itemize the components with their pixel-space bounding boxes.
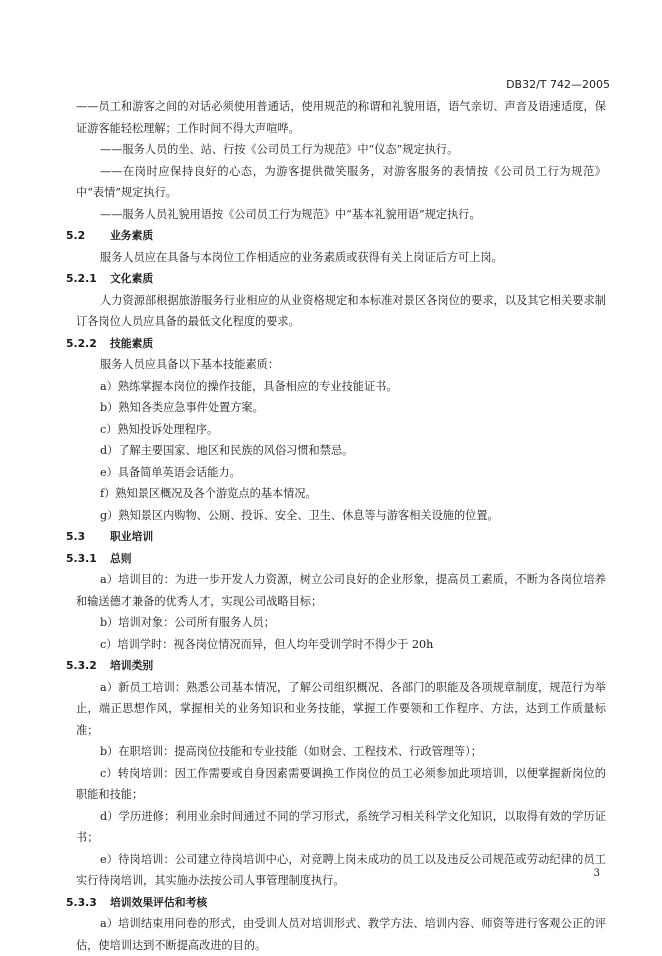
section-heading [66,892,606,914]
list-item: f）熟知景区概况及各个游览点的基本情况。 [100,487,317,500]
section-heading [66,655,606,677]
section-number: 5.3.1 [66,551,97,565]
paragraph: 服务人员应具备以下基本技能素质： [100,358,280,371]
section-title: 职业培训 [110,530,154,543]
section-title: 总则 [110,551,132,565]
section-heading [66,333,606,355]
section-number: 5.2 [66,229,86,242]
paragraph: ——在岗时应保持良好的心态，为游客提供微笑服务，对游客服务的表情按《公司员工行为规范》中“表情”规定执行。 [76,164,606,199]
section-title: 文化素质 [110,272,154,285]
list-item: d）学历进修：利用业余时间通过不同的学习形式，系统学习相关科学文化知识，以取得有效的学历证书； [76,809,606,844]
paragraph: ——服务人员礼貌用语按《公司员工行为规范》中“基本礼貌用语”规定执行。 [100,207,481,221]
section-title: 业务素质 [110,229,154,242]
section-title: 培训类别 [110,659,154,672]
standard-code: DB32/T 742—2005 [506,78,610,91]
section-heading [66,548,606,570]
list-item: a）培训目的：为进一步开发人力资源，树立公司良好的企业形象，提高员工素质，不断为各岗位培养和输送德才兼备的优秀人才，实现公司战略目标； [76,573,606,608]
list-item: a）新员工培训：熟悉公司基本情况，了解公司组织概况、各部门的职能及各项规章制度，规范行为举止，端正思想作风，掌握相关的业务知识和业务技能，掌握工作要领和工作程序、方法，达到工作质量标准； [76,680,606,737]
list-item: g）熟知景区内购物、公厕、投诉、安全、卫生、休息等与游客相关设施的位置。 [100,508,499,522]
list-item: c）转岗培训：因工作需要或自身因素需要调换工作岗位的员工必须参加此项培训，以便掌握新岗位的职能和技能； [76,766,606,801]
list-item: a）熟练掌握本岗位的操作技能，具备相应的专业技能证书。 [100,379,398,393]
list-item: c）培训学时：视各岗位情况而异，但人均年受训学时不得少于 20h [100,637,434,651]
section-heading [66,526,606,548]
list-item: e）待岗培训：公司建立待岗培训中心，对竞聘上岗未成功的员工以及违反公司规范或劳动纪律的员工实行待岗培训，其实施办法按公司人事管理制度执行。 [76,852,606,887]
paragraph: ——员工和游客之间的对话必须使用普通话，使用规范的称谓和礼貌用语，语气亲切、声音及语速适度，保证游客能轻松理解；工作时间不得大声喧哗。 [76,100,606,135]
list-item: d）了解主要国家、地区和民族的风俗习惯和禁忌。 [100,444,354,457]
list-item: a）培训结束用问卷的形式，由受训人员对培训形式、教学方法、培训内容、师资等进行客观公正的评估，使培训达到不断提高改进的目的。 [76,917,606,952]
document-body [66,96,606,956]
list-item: e）具备简单英语会话能力。 [100,465,241,479]
section-number: 5.3.3 [66,895,97,909]
section-heading [66,268,606,290]
paragraph: 人力资源部根据旅游服务行业相应的从业资格规定和本标准对景区各岗位的要求，以及其它相关要求制订各岗位人员应具备的最低文化程度的要求。 [76,293,606,328]
list-item: c）熟知投诉处理程序。 [100,422,219,436]
section-number: 5.3 [66,530,86,543]
section-title: 培训效果评估和考核 [110,895,208,909]
list-item: b）培训对象：公司所有服务人员； [100,616,275,629]
section-title: 技能素质 [110,336,154,350]
section-number: 5.2.2 [66,336,97,350]
section-number: 5.2.1 [66,272,97,285]
page-number: 3 [593,868,600,879]
list-item: b）在职培训：提高岗位技能和专业技能（如财会、工程技术、行政管理等）； [100,745,482,758]
paragraph: 服务人员应在具备与本岗位工作相适应的业务素质或获得有关上岗证后方可上岗。 [100,250,503,264]
section-heading [66,225,606,247]
list-item: b）熟知各类应急事件处置方案。 [100,401,264,414]
section-number: 5.3.2 [66,659,97,672]
paragraph: ——服务人员的坐、站、行按《公司员工行为规范》中“仪态”规定执行。 [100,143,459,156]
